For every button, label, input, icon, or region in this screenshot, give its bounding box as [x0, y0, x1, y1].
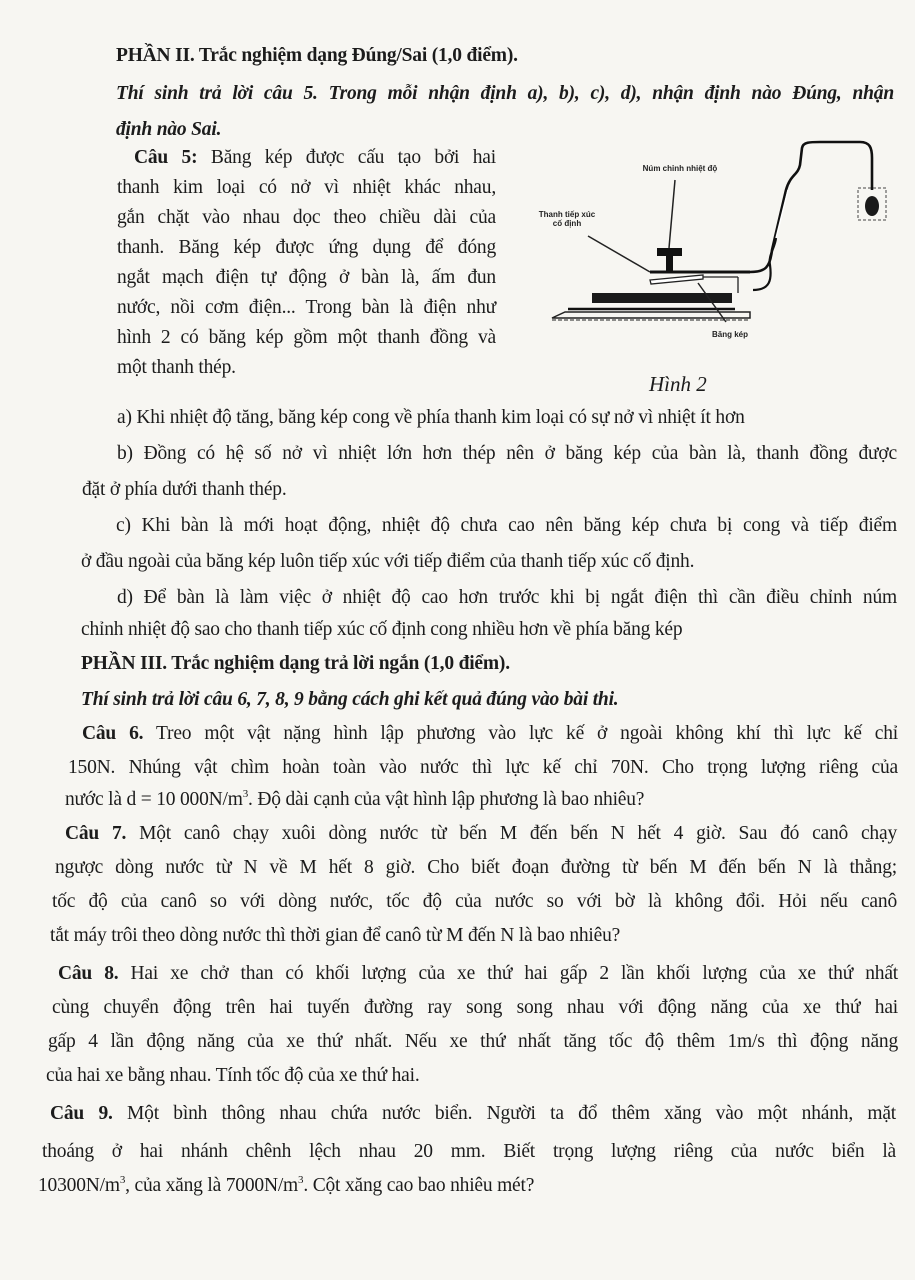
temperature-knob: [657, 248, 682, 272]
label-temperature-knob: Núm chỉnh nhiệt độ: [642, 164, 718, 173]
label-fixed-contact: Thanh tiếp xúc cố định: [538, 210, 596, 228]
q9-label: Câu 9.: [50, 1103, 113, 1124]
q8-line2: cùng chuyển động trên hai tuyến đường ray song song nhau với động năng của xe thứ hai: [52, 997, 898, 1018]
q7-line2: ngược dòng nước từ N về M hết 8 giờ. Cho biết đoạn đường từ bến M đến bến N là thẳng;: [55, 857, 897, 878]
q5-line-5: ngắt mạch điện tự động ở bàn là, ấm đun: [117, 267, 496, 288]
statement-b-line1: b) Đồng có hệ số nở vì nhiệt lớn hơn thép nên ở băng kép của bàn là, thanh đồng được: [117, 443, 897, 464]
figure-2-iron-diagram: [520, 130, 900, 400]
q8-line3: gấp 4 lần động năng của xe thứ nhất. Nếu xe thứ nhất tăng tốc độ thêm 1m/s thì động năng: [48, 1031, 898, 1052]
statement-c-line2: ở đầu ngoài của băng kép luôn tiếp xúc với tiếp điểm của thanh tiếp xúc cố định.: [81, 551, 695, 572]
part2-heading: PHẦN II. Trắc nghiệm dạng Đúng/Sai (1,0 điểm).: [116, 45, 518, 66]
figure-2-caption: Hình 2: [649, 372, 707, 396]
statement-d-line2: chỉnh nhiệt độ sao cho thanh tiếp xúc cố định cong nhiều hơn về phía băng kép: [81, 619, 683, 640]
q5-line-3: gắn chặt vào nhau dọc theo chiều dài của: [117, 207, 496, 228]
part2-instruction-line2: định nào Sai.: [116, 119, 222, 140]
label-bimetal-strip: Băng kép: [711, 330, 748, 339]
part3-instruction: Thí sinh trả lời câu 6, 7, 8, 9 bằng cách ghi kết quả đúng vào bài thi.: [81, 689, 619, 710]
q8-line4: của hai xe bằng nhau. Tính tốc độ của xe thứ hai.: [46, 1065, 420, 1086]
knob-leader-line: [669, 180, 675, 248]
q7-line4: tắt máy trôi theo dòng nước thì thời gian để canô từ M đến N là bao nhiêu?: [50, 925, 621, 946]
q5-line-8: một thanh thép.: [117, 357, 236, 378]
statement-d-line1: d) Để bàn là làm việc ở nhiệt độ cao hơn trước khi bị ngắt điện thì cần điều chỉnh núm: [117, 587, 897, 608]
contact-leader-line: [588, 236, 650, 272]
statement-a: a) Khi nhiệt độ tăng, băng kép cong về phía thanh kim loại có sự nở vì nhiệt ít hơn: [117, 407, 745, 428]
q6-line2: 150N. Nhúng vật chìm hoàn toàn vào nước thì lực kế chỉ 70N. Cho trọng lượng riêng của: [68, 757, 898, 778]
q5-line-1: Câu 5: Băng kép được cấu tạo bởi hai: [134, 147, 496, 168]
q5-line-6: nước, nồi cơm điện... Trong bàn là điện như: [117, 297, 496, 318]
q5-label: Câu 5:: [134, 147, 198, 168]
q5-line-7: hình 2 có băng kép gồm một thanh đồng và: [117, 327, 496, 348]
power-cord: [750, 142, 872, 290]
plug-socket: [858, 188, 886, 220]
q8-line1: Câu 8. Hai xe chở than có khối lượng của xe thứ hai gấp 2 lần khối lượng của xe thứ nhất: [58, 963, 898, 984]
q6-line3: nước là d = 10 $000N/m^3$. Độ dài cạnh của vật hình lập phương là bao nhiêu?: [65, 788, 645, 810]
statement-b-line2: đặt ở phía dưới thanh thép.: [82, 479, 287, 500]
q5-line-2: thanh kim loại có nở vì nhiệt khác nhau,: [117, 177, 496, 198]
q7-line1: Câu 7. Một canô chạy xuôi dòng nước từ bến M đến bến N hết 4 giờ. Sau đó canô chạy: [65, 823, 897, 844]
q7-label: Câu 7.: [65, 823, 127, 844]
q6-label: Câu 6.: [82, 723, 144, 744]
q9-line3: $10300N/m^3$, của xăng là $7000N/m^3$. Cột xăng cao bao nhiêu mét?: [38, 1174, 535, 1196]
q7-line3: tốc độ của canô so với dòng nước, tốc độ của nước so với bờ là không đổi. Hỏi nếu canô: [52, 891, 897, 912]
q8-label: Câu 8.: [58, 963, 119, 984]
bimetal-strip: [650, 275, 738, 293]
q5-line-4: thanh. Băng kép được ứng dụng để đóng: [117, 237, 496, 258]
statement-c-line1: c) Khi bàn là mới hoạt động, nhiệt độ chưa cao nên băng kép chưa bị cong và tiếp điểm: [116, 515, 897, 536]
q6-line1: Câu 6. Treo một vật nặng hình lập phương vào lực kế ở ngoài không khí thì lực kế chỉ: [82, 723, 898, 744]
q9-line1: Câu 9. Một bình thông nhau chứa nước biển. Người ta đổ thêm xăng vào một nhánh, mặt: [50, 1103, 896, 1124]
q9-line2: thoáng ở hai nhánh chênh lệch nhau 20 mm. Biết trọng lượng riêng của nước biển là: [42, 1141, 896, 1162]
part2-instruction-line1: Thí sinh trả lời câu 5. Trong mỗi nhận định a), b), c), d), nhận định nào Đúng, nhận: [116, 83, 894, 104]
part3-heading: PHẦN III. Trắc nghiệm dạng trả lời ngắn (1,0 điểm).: [81, 653, 510, 674]
